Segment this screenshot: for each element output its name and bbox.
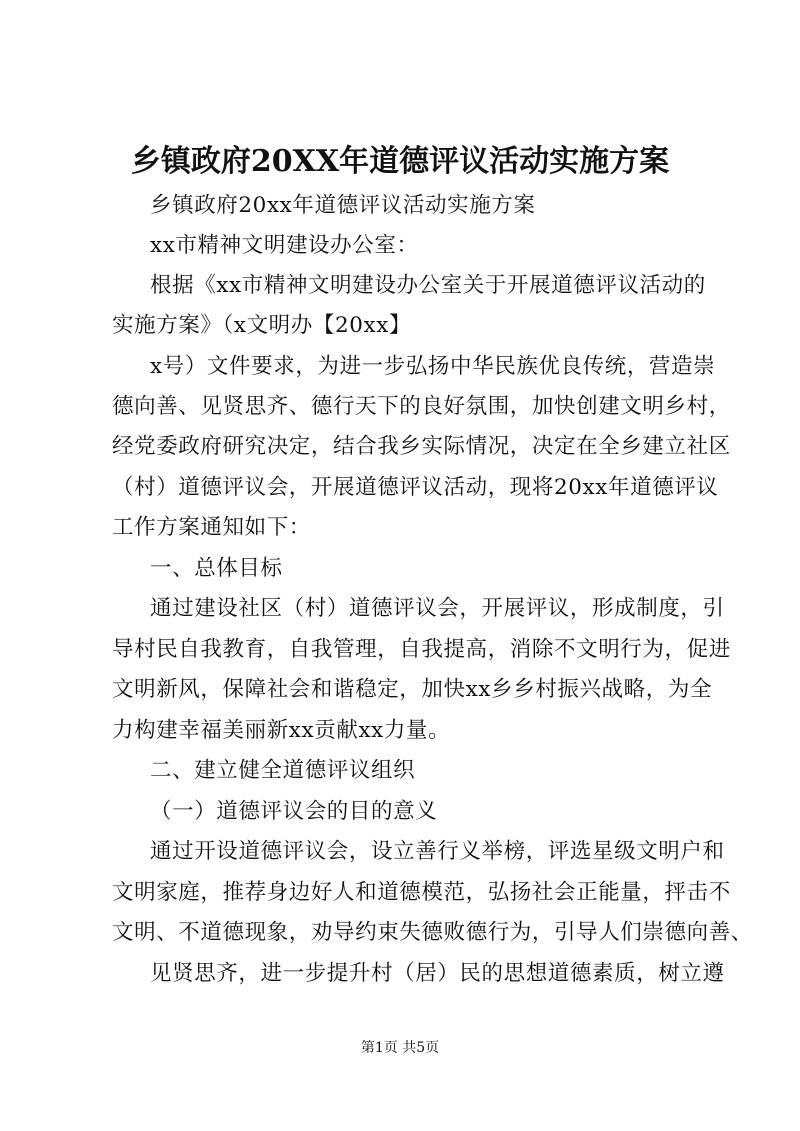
paragraph-line: 通过建设社区（村）道德评议会，开展评议，形成制度，引 <box>150 596 725 621</box>
paragraph-line: （村）道德评议会，开展道德评议活动，现将20xx年道德评议 <box>112 475 719 500</box>
paragraph-line: 导村民自我教育，自我管理，自我提高，消除不文明行为，促进 <box>112 637 731 662</box>
paragraph-line: 乡镇政府20xx年道德评议活动实施方案 <box>150 193 536 218</box>
paragraph-line: 文明、不道德现象，劝导约束失德败德行为，引导人们崇德向善、 <box>112 920 753 945</box>
document-title: 乡镇政府20XX年道德评议活动实施方案 <box>130 144 670 179</box>
paragraph-line: 通过开设道德评议会，设立善行义举榜，评选星级文明户和 <box>150 839 725 864</box>
paragraph-line: 工作方案通知如下： <box>112 515 311 540</box>
paragraph-line: xx市精神文明建设办公室： <box>150 233 419 258</box>
paragraph-line: 文明新风，保障社会和谐稳定，加快xx乡乡村振兴战略，为全 <box>112 677 713 702</box>
paragraph-line: 见贤思齐，进一步提升村（居）民的思想道德素质，树立遵 <box>150 961 725 986</box>
paragraph-line: 实施方案》（x文明办【20xx】 <box>112 313 412 338</box>
paragraph-line: 德向善、见贤思齐、德行天下的良好氛围，加快创建文明乡村， <box>112 394 731 419</box>
paragraph-line: 根据《xx市精神文明建设办公室关于开展道德评议活动的 <box>150 273 706 298</box>
paragraph-line: 文明家庭，推荐身边好人和道德模范，弘扬社会正能量，抨击不 <box>112 880 731 905</box>
section-heading: 二、建立健全道德评议组织 <box>150 758 416 783</box>
subsection-heading: （一）道德评议会的目的意义 <box>150 799 438 824</box>
paragraph-line: 经党委政府研究决定，结合我乡实际情况，决定在全乡建立社区 <box>112 434 731 459</box>
paragraph-line: 力构建幸福美丽新xx贡献xx力量。 <box>112 718 451 743</box>
section-heading: 一、总体目标 <box>150 556 283 581</box>
page-footer: 第1页 共5页 <box>360 1040 440 1056</box>
paragraph-line: x号）文件要求，为进一步弘扬中华民族优良传统，营造崇 <box>150 354 716 379</box>
